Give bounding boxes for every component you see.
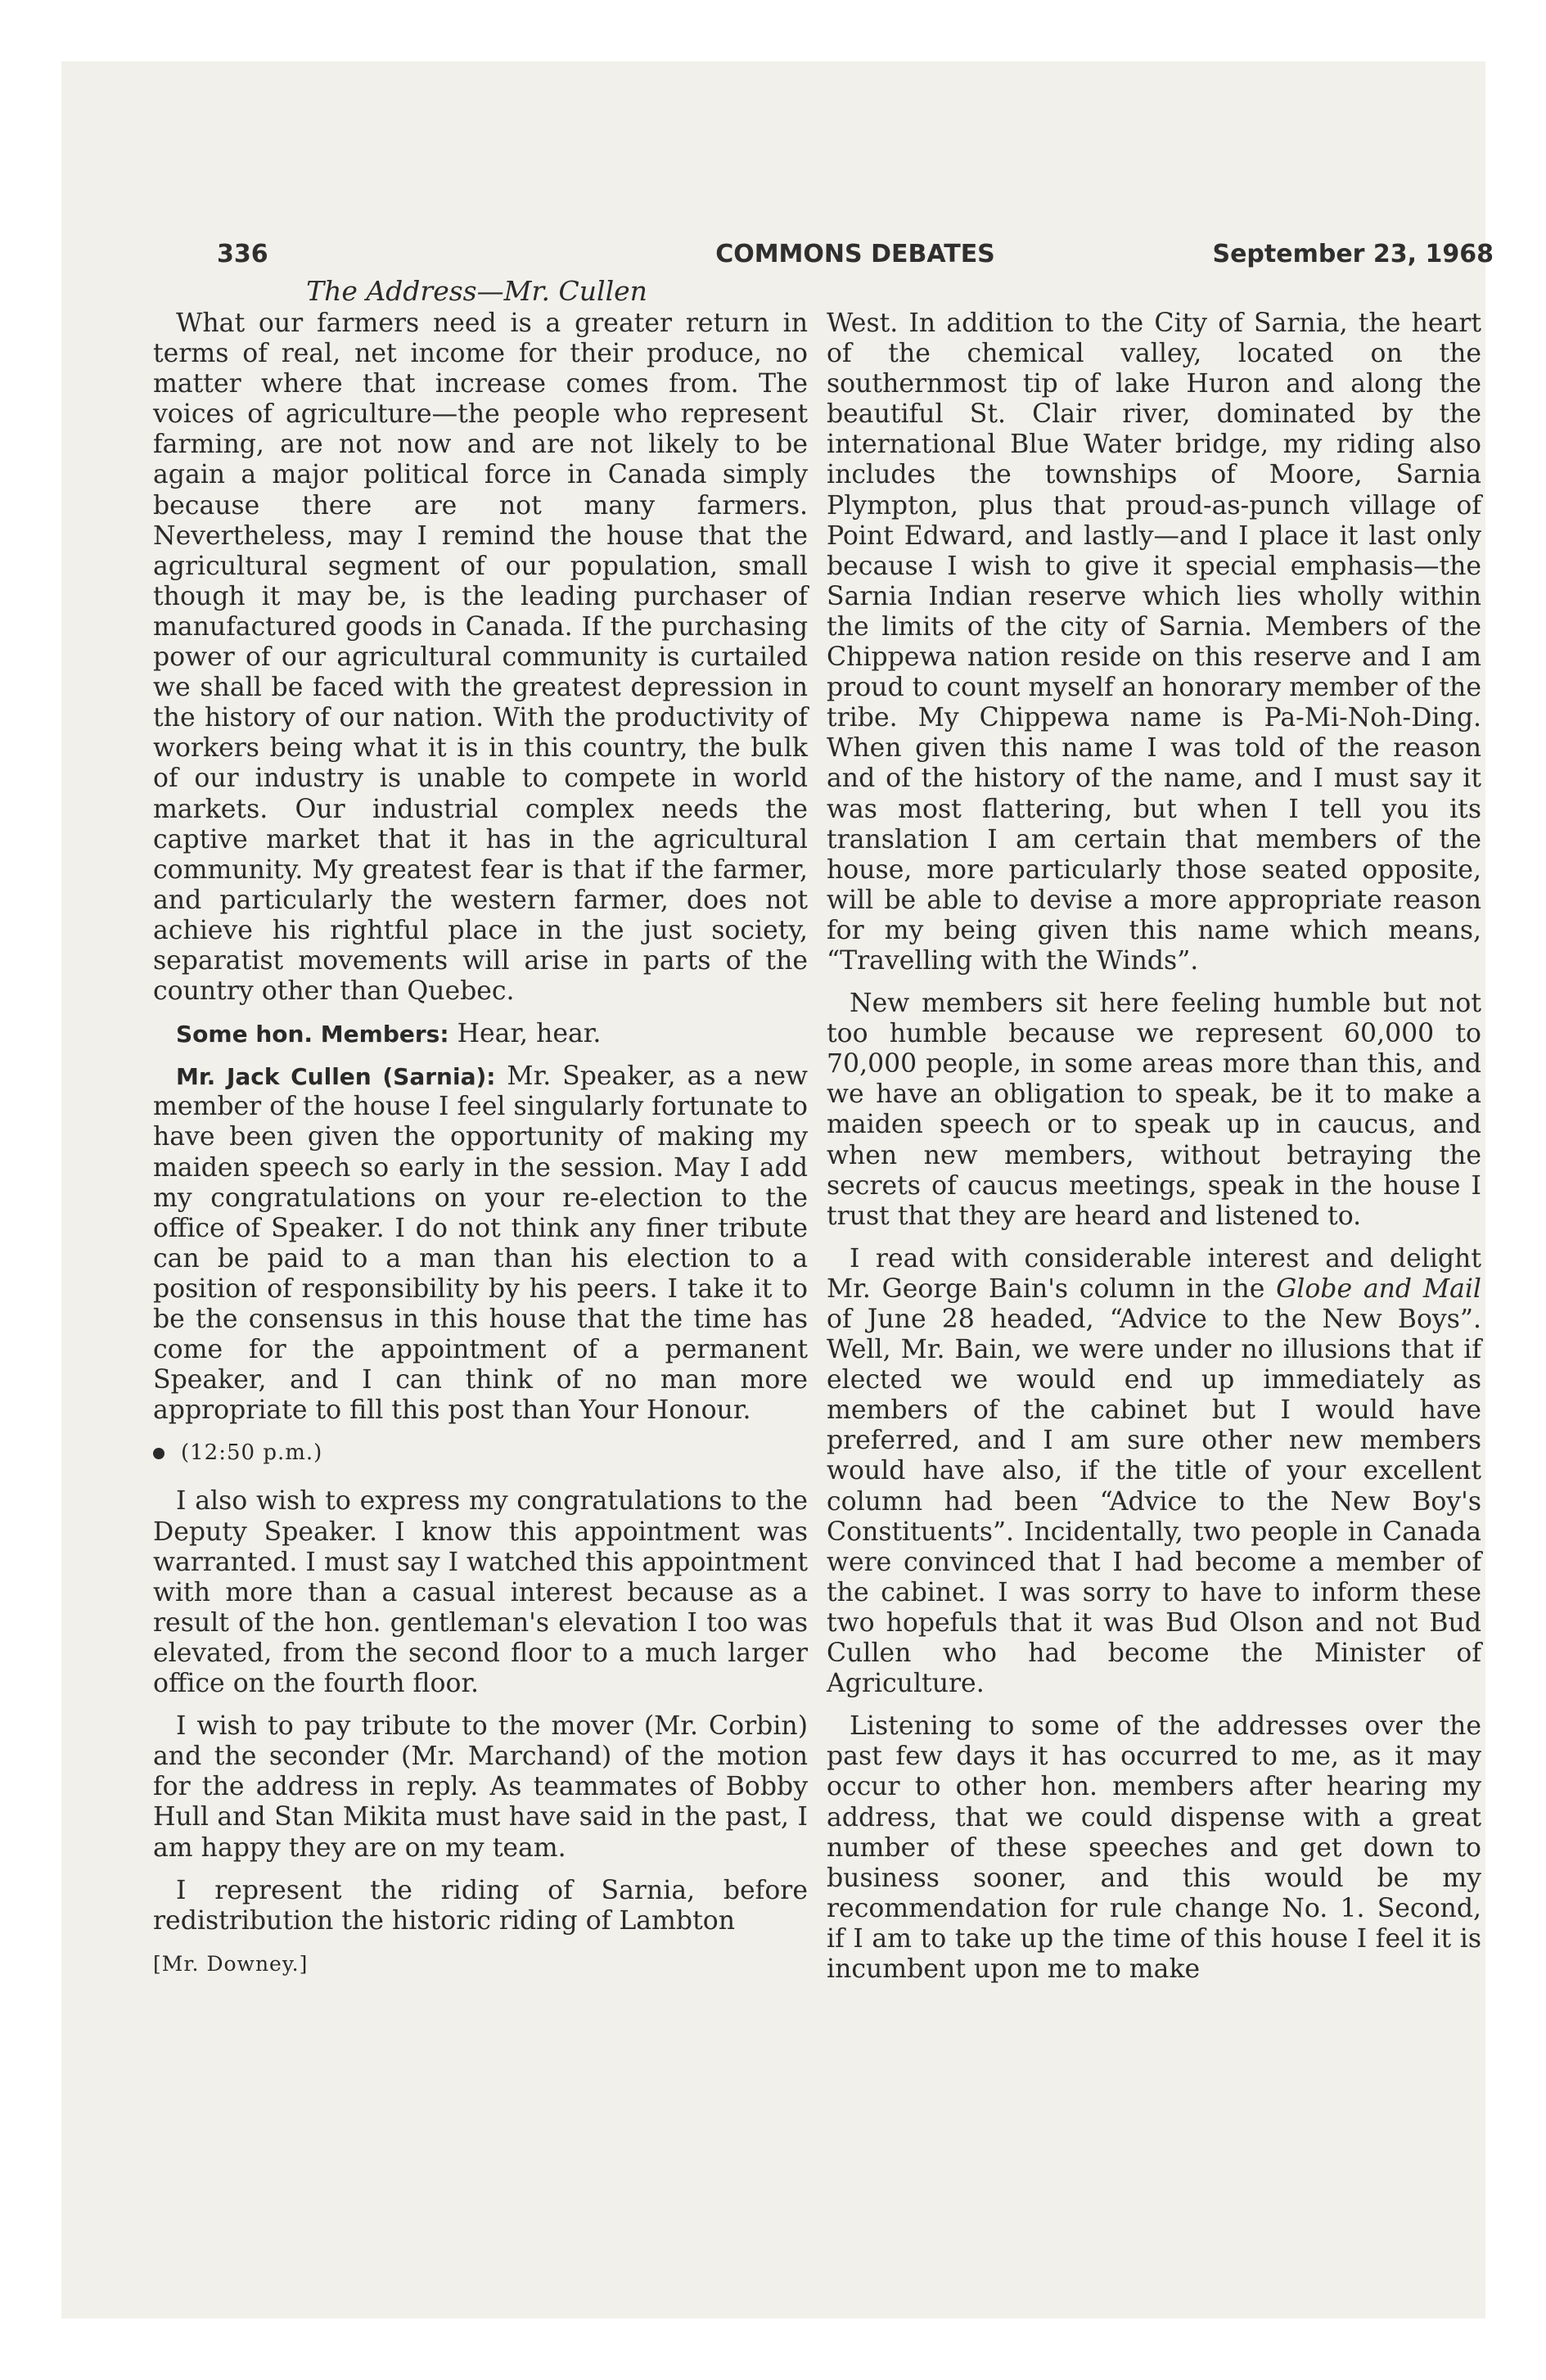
time-stamp-text: (12:50 p.m.) bbox=[181, 1440, 323, 1466]
paragraph: New members sit here feeling humble but not too humble because we represent 60,000 to 70,000 people, in some areas more than this, and we have an obligation to speak, be it to make a maiden speech or to speak up in caucus, and when new members, without betraying the secrets of caucus meetings, speak in the house I trust that they are heard and listened to. bbox=[827, 989, 1481, 1231]
running-head: The Address—Mr. Cullen bbox=[306, 275, 647, 307]
speaker-name: Mr. Jack Cullen (Sarnia): bbox=[176, 1063, 496, 1091]
right-column bbox=[827, 309, 1481, 1997]
paragraph: What our farmers need is a greater return in terms of real, net income for their produce, no matter where that increase comes from. The voices of agriculture—the people who represent farming, are not now and are not likely to be again a major political force in Canada simply because there are not many farmers. Nevertheless, may I remind the house that the agricultural segment of our population, small though it may be, is the leading purchaser of manufactured goods in Canada. If the purchasing power of our agricultural community is curtailed we shall be faced with the greatest depression in the history of our nation. With the productivity of workers being what it is in this country, the bulk of our industry is unable to compete in world markets. Our industrial complex needs the captive market that it has in the agricultural community. My greatest fear is that if the farmer, and particularly the western farmer, does not achieve his rightful place in the just society, separatist movements will arise in parts of the country other than Quebec. bbox=[153, 309, 808, 1007]
time-stamp bbox=[153, 1438, 808, 1468]
newspaper-title: Globe and Mail bbox=[1276, 1273, 1482, 1304]
paragraph bbox=[827, 1244, 1481, 1699]
paragraph: Listening to some of the addresses over the past few days it has occurred to me, as it may occur to other hon. members after hearing my address, that we could dispense with a great number of these speeches and get down to business sooner, and this would be my recommendation for rule change No. 1. Second, if I am to take up the time of this house I feel it is incumbent upon me to make bbox=[827, 1711, 1481, 1984]
speaker-paragraph bbox=[153, 1062, 808, 1426]
page-sheet bbox=[61, 61, 1494, 2319]
paragraph: I represent the riding of Sarnia, before redistribution the historic riding of Lambton bbox=[153, 1875, 808, 1936]
text-run: I read with considerable interest and delight Mr. George Bain's column in the bbox=[827, 1243, 1481, 1304]
speech-text: Hear, hear. bbox=[457, 1019, 602, 1049]
speech-text: Mr. Speaker, as a new member of the house I feel singularly fortunate to have been given the opportunity of making my maiden speech so early in the session. May I add my congratulations on your re-election to the office of Speaker. I do not think any finer tribute can be paid to a man than his election to a position of responsibility by his peers. I take it to be the consensus in this house that the time has come for the appointment of a permanent Speaker, and I can think of no man more appropriate to fill this post than Your Honour. bbox=[153, 1062, 809, 1426]
footer-note: [Mr. Downey.] bbox=[153, 1951, 309, 1976]
speaker-name: Some hon. Members: bbox=[176, 1021, 449, 1048]
text-run: of June 28 headed, “Advice to the New Boys”. Well, Mr. Bain, we were under no illusions that if elected we would end up immediately as members of the cabinet but I would have preferred, and I am sure other new members would have also, if the title of your excellent column had been “Advice to the New Boy's Constituents”. Incidentally, two people in Canada were convinced that I had become a member of the cabinet. I was sorry to have to inform these two hopefuls that it was Bud Olson and not Bud Cullen who had become the Minister of Agriculture. bbox=[827, 1305, 1481, 1699]
speaker-paragraph bbox=[153, 1019, 808, 1049]
left-column bbox=[153, 309, 808, 1979]
paragraph: I also wish to express my congratulations to the Deputy Speaker. I know this appointment was warranted. I must say I watched this appointment with more than a casual interest because as a result of the hon. gentleman's elevation I too was elevated, from the second floor to a much larger office on the fourth floor. bbox=[153, 1486, 808, 1699]
publication-date: September 23, 1968 bbox=[1212, 240, 1494, 268]
bullet-icon bbox=[153, 1448, 165, 1459]
paragraph: I wish to pay tribute to the mover (Mr. Corbin) and the seconder (Mr. Marchand) of the motion for the address in reply. As teammates of Bobby Hull and Stan Mikita must have said in the past, I am happy they are on my team. bbox=[153, 1711, 808, 1863]
page-number: 336 bbox=[217, 240, 268, 268]
paragraph: West. In addition to the City of Sarnia, the heart of the chemical valley, located on the southernmost tip of lake Huron and along the beautiful St. Clair river, dominated by the international Blue Water bridge, my riding also includes the townships of Moore, Sarnia Plympton, plus that proud-as-punch village of Point Edward, and lastly—and I place it last only because I wish to give it special emphasis—the Sarnia Indian reserve which lies wholly within the limits of the city of Sarnia. Members of the Chippewa nation reside on this reserve and I am proud to count myself an honorary member of the tribe. My Chippewa name is Pa-Mi-Noh-Ding. When given this name I was told of the reason and of the history of the name, and I must say it was most flattering, but when I tell you its translation I am certain that members of the house, more particularly those seated opposite, will be able to devise a more appropriate reason for my being given this name which means, “Travelling with the Winds”. bbox=[827, 309, 1481, 976]
publication-title: COMMONS DEBATES bbox=[715, 240, 995, 268]
